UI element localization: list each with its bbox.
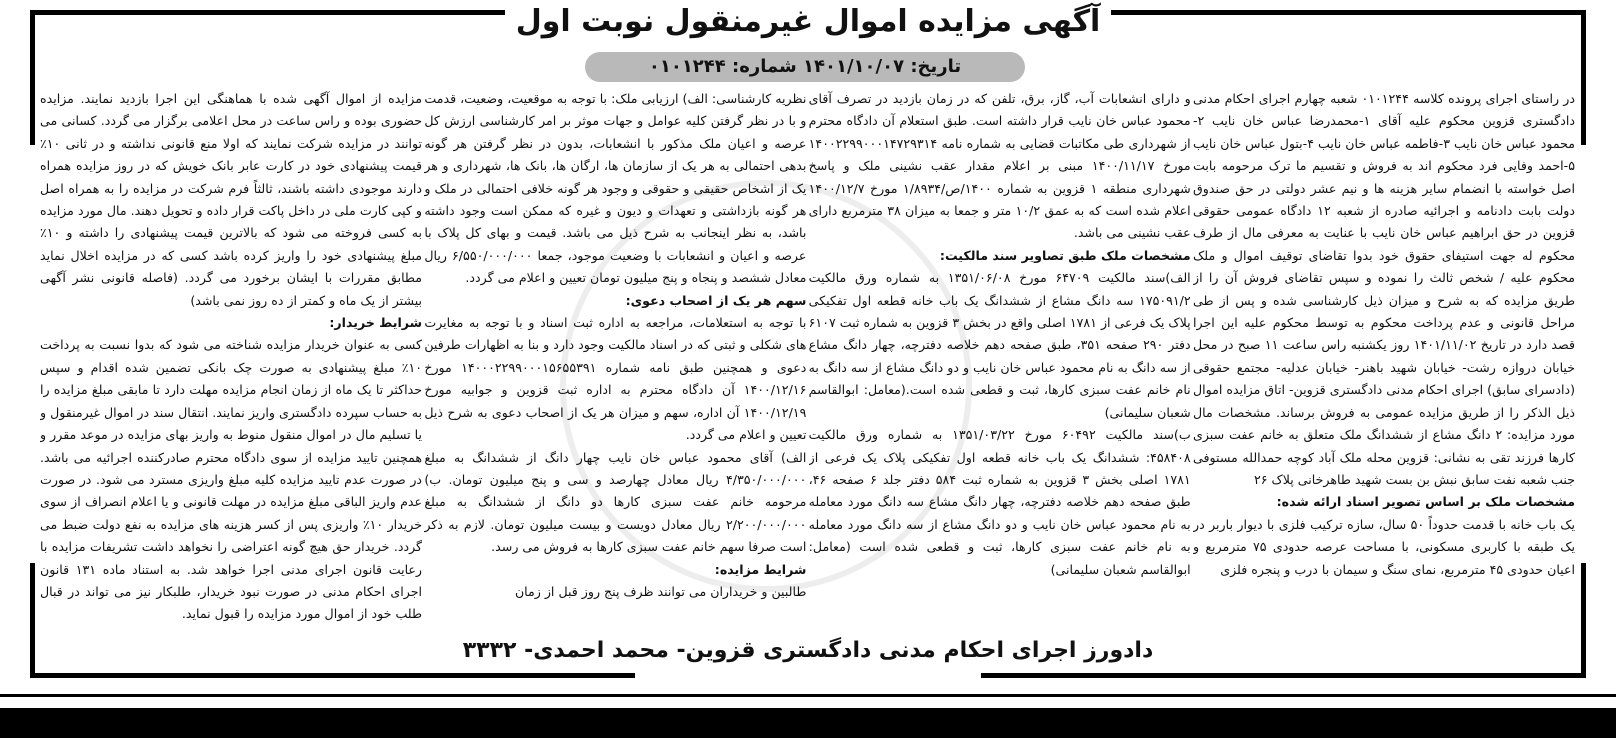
utilities-paragraph: و دارای انشعابات آب، گاز، برق، تلفن که در زمان بازدید در تصرف آقای محمود عباس خان نایب قرار داشته است. طبق استعلام آن دادگاه محترم از شهرداری طی مکاتبات قضایی به شماره نامه ۱۴۰۰۲۲۹۹۰۰۰۱۴۷۲۹۳۱۴ مورخ ۱۴۰۰/۱۱/۱۷ مبنی بر اعلام مقدار عقب نشینی ملک و پاسخ شهرداری منطقه ۱ قزوین به شماره ۱۴۰۰/ص/۱/۸۹۳۴ مورخ ۱۴۰۰/۱۲/۷ اعلام شده است که به عمق ۱۰/۲ متر و جمعا به میزان ۳۸ مترمربع دارای عقب نشینی می باشد. xyxy=(808,91,1191,241)
ad-body xyxy=(40,88,1575,638)
property-spec-text: یک باب خانه با قدمت حدوداً ۵۰ سال، سازه ترکیب فلزی با دیوار باربر در یک طبقه با کاربری مسکونی، با مساحت عرصه حدودی ۷۵ مترمربع و اعیان حدودی ۴۵ مترمربع، نمای سنگ و سیمان با درب و پنجره فلزی xyxy=(1193,516,1575,577)
column-1 xyxy=(1193,88,1575,638)
shares-text: با توجه به استعلامات، مراجعه به اداره ثبت اسناد و با توجه به مغایرت های شکلی و ثبتی که در اسناد مالکیت وجود دارد و بنا به اظهارات طرفین دعوی و همچنین طبق نامه شماره ۱۴۰۰۰۲۲۹۹۰۰۰۱۵۶۵۵۳۹۱ مورخ ۱۴۰۰/۱۲/۱۶ آن دادگاه محترم به اداره ثبت قزوین و جوابیه مورخ ۱۴۰۰/۱۲/۱۹ آن اداره، سهم و میزان هر یک از اصحاب دعوی به شرح ذیل تعیین و اعلام می گردد. xyxy=(424,315,807,443)
auction-terms-heading: شرایط مزایده: xyxy=(714,561,807,577)
deed-a-text: الف)سند مالکیت ۶۴۷۰۹ مورخ ۱۳۵۱/۰۶/۰۸ به شماره ورق مالکیت ۱۷۵۰۹۱/۲ سه دانگ مشاع از ششدانگ یک باب خانه قطعه اول تفکیکی پلاک یک فرعی از ۱۷۸۱ اصلی واقع در بخش ۳ قزوین به شماره ثبت ۶۱۰۷ دفتر ۲۹۰ صفحه ۳۵۱، طبق صفحه دهم خلاصه دفترچه، چهار دانگ مشاع از سه دانگ به نام محمود عباس خان نایب و دو دانگ مشاع از سه دانگ به نام خانم عفت سبزی کارها، ثبت و قطعی شده است.(معامل: ابوالقاسم شعبان سلیمانی) xyxy=(808,270,1191,420)
column-4 xyxy=(40,88,422,638)
expert-opinion-text: نظریه کارشناسی: الف) ارزیابی ملک: با توجه به موقعیت، وضعیت، قدمت و با در نظر گرفتن کلیه عوامل و جهات موثر بر امر کارشناسی ارزش کل عرصه و اعیان ملک مذکور با انشعابات، بدون در نظر گرفتن هر گونه بدهی احتمالی به هر یک از سازمان ها، ارگان ها، بانک ها، شهرداری و هر یک از اشخاص حقیقی و حقوقی و وجود هر گونه خلافی احتمالی در ملک و هر گونه بازداشتی و تعهدات و دیون و غیره که ممکن است وجود داشته باشد، به نظر اینجانب به شرح ذیل می باشد. قیمت و بهای کل پلاک با عرصه و اعیان و انشعابات با وضعیت موجود، جمعا ۶/۵۵۰/۰۰۰/۰۰۰ ریال معادل ششصد و پنجاه و پنج میلیون تومان تعیین و اعلام می گردد. xyxy=(424,91,807,286)
auction-rules-text: مزایده از اموال آگهی شده با هماهنگی این اجرا بازدید نمایند. مزایده حضوری بوده و راس ساعت در محل اعلامی برگزار می گردد. کسانی می توانند در مزایده شرکت نمایند که اولا منع قانونی نداشته و در ثانی ۱۰٪ قیمت پیشنهادی خود در کارت عابر بانک خویش که در روز مزایده همراه دارند موجودی داشته باشند، ثالثاً فرم شرکت در مزایده را به همراه اصل و کپی کارت ملی در داخل پاکت قرار داده و تحویل دهند. مال مورد مزایده به کسی فروخته می شود که بالاترین قیمت پیشنهادی را داشته و ۱۰٪ مبلغ پیشنهادی خود را واریز کرده باشد کسی که در مزایده اخلال نماید مطابق مقررات با ایشان برخورد می گردد. (فاصله قانونی نشر آگهی بیشتر از یک ماه و کمتر از ده روز نمی باشد) xyxy=(40,91,423,308)
column-3 xyxy=(424,88,806,638)
divider-line xyxy=(0,694,1616,697)
bottom-black-bar xyxy=(0,708,1616,738)
shares-detail-text: الف) آقای محمود عباس خان نایب چهار دانگ از ششدانگ به مبلغ ۴/۳۵۰/۰۰۰/۰۰۰ ریال معادل چهارصد و سی و پنج میلیون تومان. ب) مرحومه خانم عفت سبزی کارها دو دانگ از ششدانگ به مبلغ ۲/۲۰۰/۰۰۰/۰۰۰ ریال معادل دویست و بیست میلیون تومان. لازم به ذکر است صرفا سهم خانم عفت سبزی کارها به فروش می رسد. xyxy=(424,449,807,555)
buyer-terms-text: کسی به عنوان خریدار مزایده شناخته می شود که بدوا نسبت به پرداخت ۱۰٪ مبلغ پیشنهادی به صورت چک بانکی تضمین شده اقدام و سپس حداکثر تا یک ماه از زمان انجام مزایده مهلت دارد تا مابقی مبلغ مزایده را به حساب سپرده دادگستری واریز نمایند. انتقال سند در اموال غیرمنقول و یا تسلیم مال در اموال منقول منوط به واریز بهای مزایده در موعد مقرر و همچنین تایید مزایده از سوی دادگاه محترم صادرکننده اجرائیه می باشد. در صورت عدم تایید مزایده کلیه مبلغ واریزی مسترد می شود. در صورت عدم واریز الباقی مبلغ مزایده در مهلت قانونی و یا اعلام انصراف از سوی خریدار ۱۰٪ واریزی پس از کسر هزینه های مزایده به نفع دولت ضبط می گردد. خریدار حق هیچ گونه اعتراضی را نخواهد داشت تشریفات مزایده با رعایت قانون اجرای مدنی اجرا خواهد شد. به استناد ماده ۱۳۱ قانون اجرای احکام مدنی در صورت نبود خریدار، طلبکار نیز می تواند در قبال طلب خود از اموال مورد مزایده را قبول نماید. xyxy=(40,337,423,622)
column-2 xyxy=(809,88,1191,638)
date-number-bar: تاریخ: ۱۴۰۱/۱۰/۰۷ شماره: ۰۱۰۱۲۴۴ xyxy=(585,52,1025,82)
ad-title: آگهی مزایده اموال غیرمنقول نوبت اول xyxy=(515,4,1101,39)
auction-terms-text: طالبین و خریداران می توانند ظرف پنج روز قبل از زمان xyxy=(514,583,807,599)
shares-heading: سهم هر یک از اصحاب دعوی: xyxy=(625,292,807,308)
deed-heading: مشخصات ملک طبق تصاویر سند مالکیت: xyxy=(939,247,1191,263)
ad-footer-signature: دادورز اجرای احکام مدنی دادگستری قزوین- محمد احمدی- ۳۳۳۲ xyxy=(462,638,1154,663)
intro-paragraph: در راستای اجرای پرونده کلاسه ۰۱۰۱۲۴۴ شعبه چهارم اجرای احکام مدنی دادگستری قزوین محکوم علیه آقای ۱-محمدرضا عباس خان نایب ۲-محمود عباس خان نایب ۳-فاطمه عباس خان نایب ۴-بتول عباس خان نایب ۵-احمد وفایی فرد محکوم اند به فروش و تقسیم ما ترک مرحومه بابت اصل خواسته با انضمام سایر هزینه ها و نیم عشر دولتی در حق صندوق دولت بابت دادنامه و اجرائیه صادره از شعبه ۱۲ دادگاه عمومی حقوقی قزوین در حق ابراهیم عباس خان نایب با عنایت به معرفی مال از طرف محکوم له جهت استیفای حقوق خود بدوا تقاضای توقیف اموال و ملک محکوم علیه / شخص ثالث را نموده و سپس تقاضای فروش آن را از طریق مزایده که به شرح و میزان ذیل کارشناسی شده و پس از طی مراحل قانونی و عدم پرداخت محکوم به توسط محکوم علیه این اجرا قصد دارد در تاریخ ۱۴۰۱/۱۱/۰۲ روز یکشنبه راس ساعت ۱۱ صبح در محل خیابان دروازه رشت- خیابان شهید باهنر- خیابان عدلیه- مجتمع حقوقی (دادسرای سابق) اجرای احکام مدنی دادگستری قزوین- اتاق مزایده اموال ذیل الذکر را از طریق مزایده عمومی به فروش برساند. مشخصات مال مورد مزایده: ۲ دانگ مشاع از ششدانگ ملک متعلق به خانم عفت سبزی کارها فرزند تقی به نشانی: قزوین محله ملک آباد کوچه حمدالله مستوفی جنب شعبه نفت سابق نبش بن بست شهید طاهرخانی پلاک ۲۶ xyxy=(1193,91,1575,487)
buyer-terms-heading: شرایط خریدار: xyxy=(329,315,423,331)
deed-b-text: ب)سند مالکیت ۶۰۴۹۲ مورخ ۱۳۵۱/۰۳/۲۲ به شماره ورق مالکیت ۴۵۸۴۰۸: ششدانگ یک باب خانه قطعه اول تفکیکی پلاک یک فرعی از ۱۷۸۱ اصلی بخش ۳ قزوین به شماره ثبت ۵۸۴ دفتر جلد ۶ صفحه ۴۶، طبق صفحه دهم خلاصه دفترچه، چهار دانگ مشاع سه دانگ مورد معامله به نام محمود عباس خان نایب و دو دانگ مشاع از سه دانگ مورد معامله به نام خانم عفت سبزی کارها، ثبت و قطعی شده است (معامل: ابوالقاسم شعبان سلیمانی) xyxy=(808,427,1191,577)
property-spec-heading: مشخصات ملک بر اساس تصویر اسناد ارائه شده: xyxy=(1276,494,1575,510)
